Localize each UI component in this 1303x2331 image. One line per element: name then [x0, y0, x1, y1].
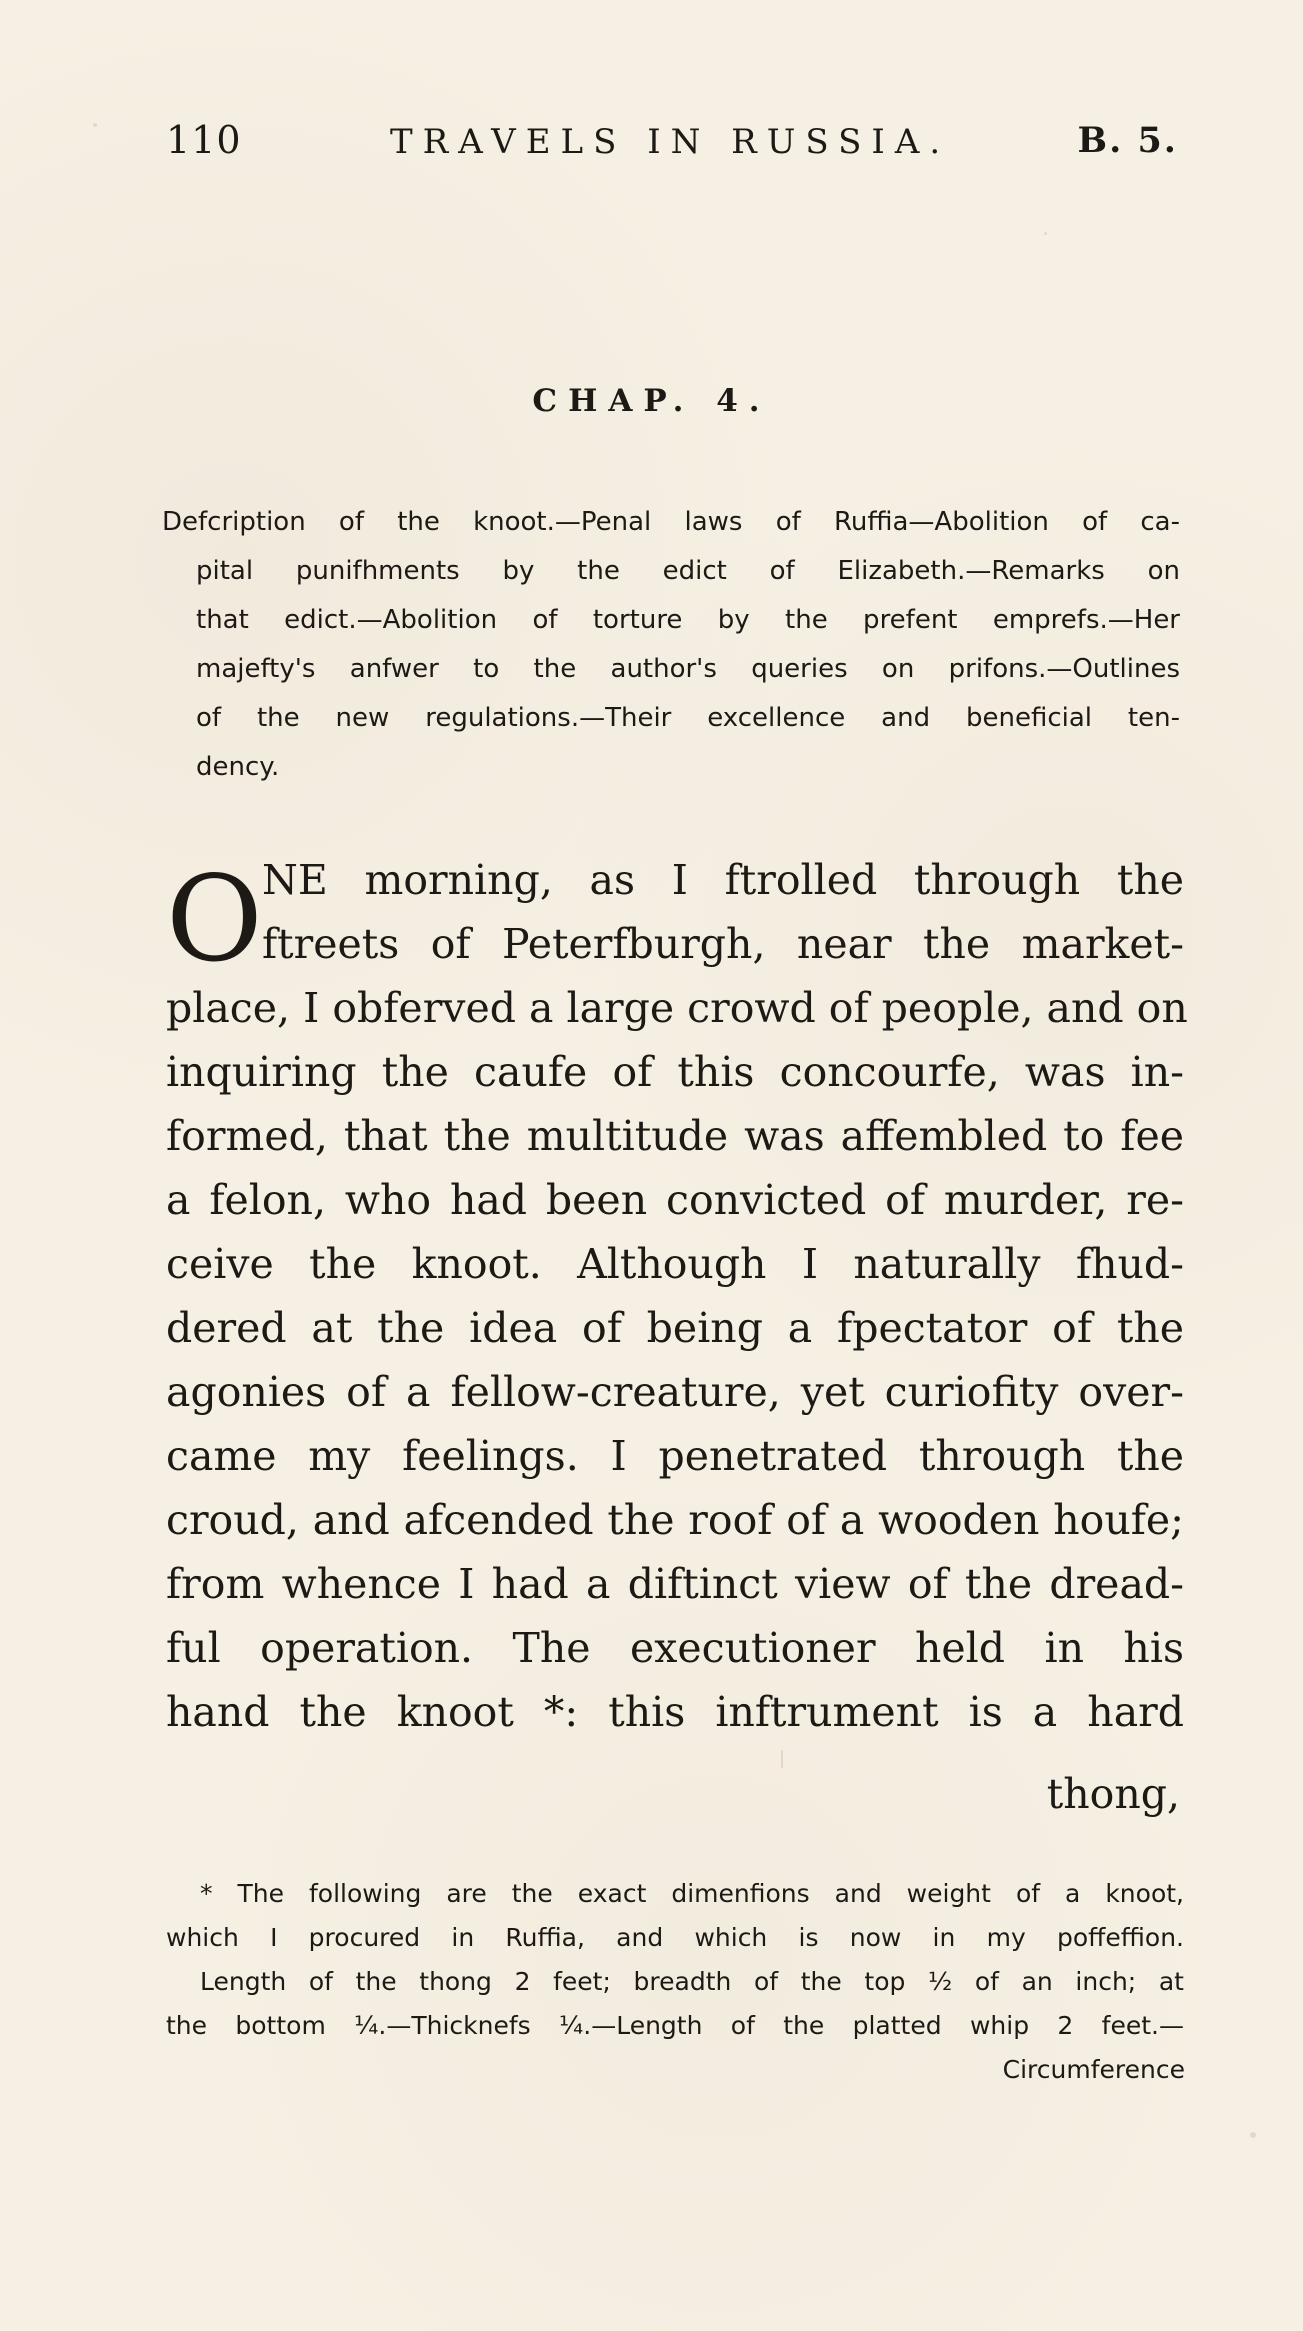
footnote-line: the bottom ¼.—Thicknefs ¼.—Length of the platted whip 2 feet.—	[166, 2011, 1184, 2040]
body-line: ful operation. The executioner held in his	[166, 1624, 1184, 1672]
footnote-line: which I procured in Ruffia, and which is now in my poffeffion.	[166, 1923, 1184, 1952]
paper-speck	[93, 123, 97, 127]
footnote-line: Length of the thong 2 feet; breadth of the top ½ of an inch; at	[200, 1967, 1184, 1996]
summary-line: dency.	[196, 752, 280, 782]
body-line: agonies of a fellow-creature, yet curiofity over-	[166, 1368, 1184, 1416]
body-line: from whence I had a diftinct view of the dread-	[166, 1560, 1184, 1608]
paper-speck	[1250, 2132, 1256, 2138]
book-reference: B. 5.	[1077, 120, 1178, 161]
summary-line: of the new regulations.—Their excellence and beneficial ten-	[196, 703, 1180, 733]
body-line: hand the knoot *: this inftrument is a hard	[166, 1688, 1184, 1736]
body-line: ceive the knoot. Although I naturally fhud-	[166, 1240, 1184, 1288]
body-line: inquiring the caufe of this concourfe, was in-	[166, 1048, 1184, 1096]
running-title: TRAVELS IN RUSSIA.	[390, 122, 951, 162]
summary-line: Defcription of the knoot.—Penal laws of Ruffia—Abolition of ca-	[162, 507, 1180, 537]
body-line: came my feelings. I penetrated through the	[166, 1432, 1184, 1480]
chapter-heading: CHAP. 4.	[532, 382, 771, 419]
catchword: thong,	[1046, 1770, 1180, 1818]
footnote	[166, 1872, 1184, 2048]
body-line: a felon, who had been convicted of murder, re-	[166, 1176, 1184, 1224]
body-line: place, I obferved a large crowd of people, and on	[166, 984, 1188, 1032]
body-line: dered at the idea of being a fpectator of the	[166, 1304, 1184, 1352]
main-text	[166, 848, 1188, 1744]
summary-line: that edict.—Abolition of torture by the prefent emprefs.—Her	[196, 605, 1180, 635]
footnote-catchword: Circumference	[1002, 2055, 1185, 2084]
paper-speck	[1044, 232, 1047, 235]
paper-speck	[781, 1750, 783, 1768]
drop-cap: O	[166, 850, 263, 988]
body-line-text: NE morning, as I ftrolled through the	[262, 856, 1184, 904]
page-number: 110	[166, 118, 242, 162]
body-line: formed, that the multitude was affembled to fee	[166, 1112, 1184, 1160]
footnote-line: * The following are the exact dimenfions and weight of a knoot,	[200, 1879, 1184, 1908]
summary-line: pital punifhments by the edict of Elizabeth.—Remarks on	[196, 556, 1180, 586]
body-line: croud, and afcended the roof of a wooden houfe;	[166, 1496, 1184, 1544]
running-header	[166, 118, 1178, 166]
body-line: ftreets of Peterfburgh, near the market-	[262, 920, 1184, 968]
summary-line: majefty's anfwer to the author's queries on prifons.—Outlines	[196, 654, 1180, 684]
chapter-summary	[162, 498, 1180, 792]
